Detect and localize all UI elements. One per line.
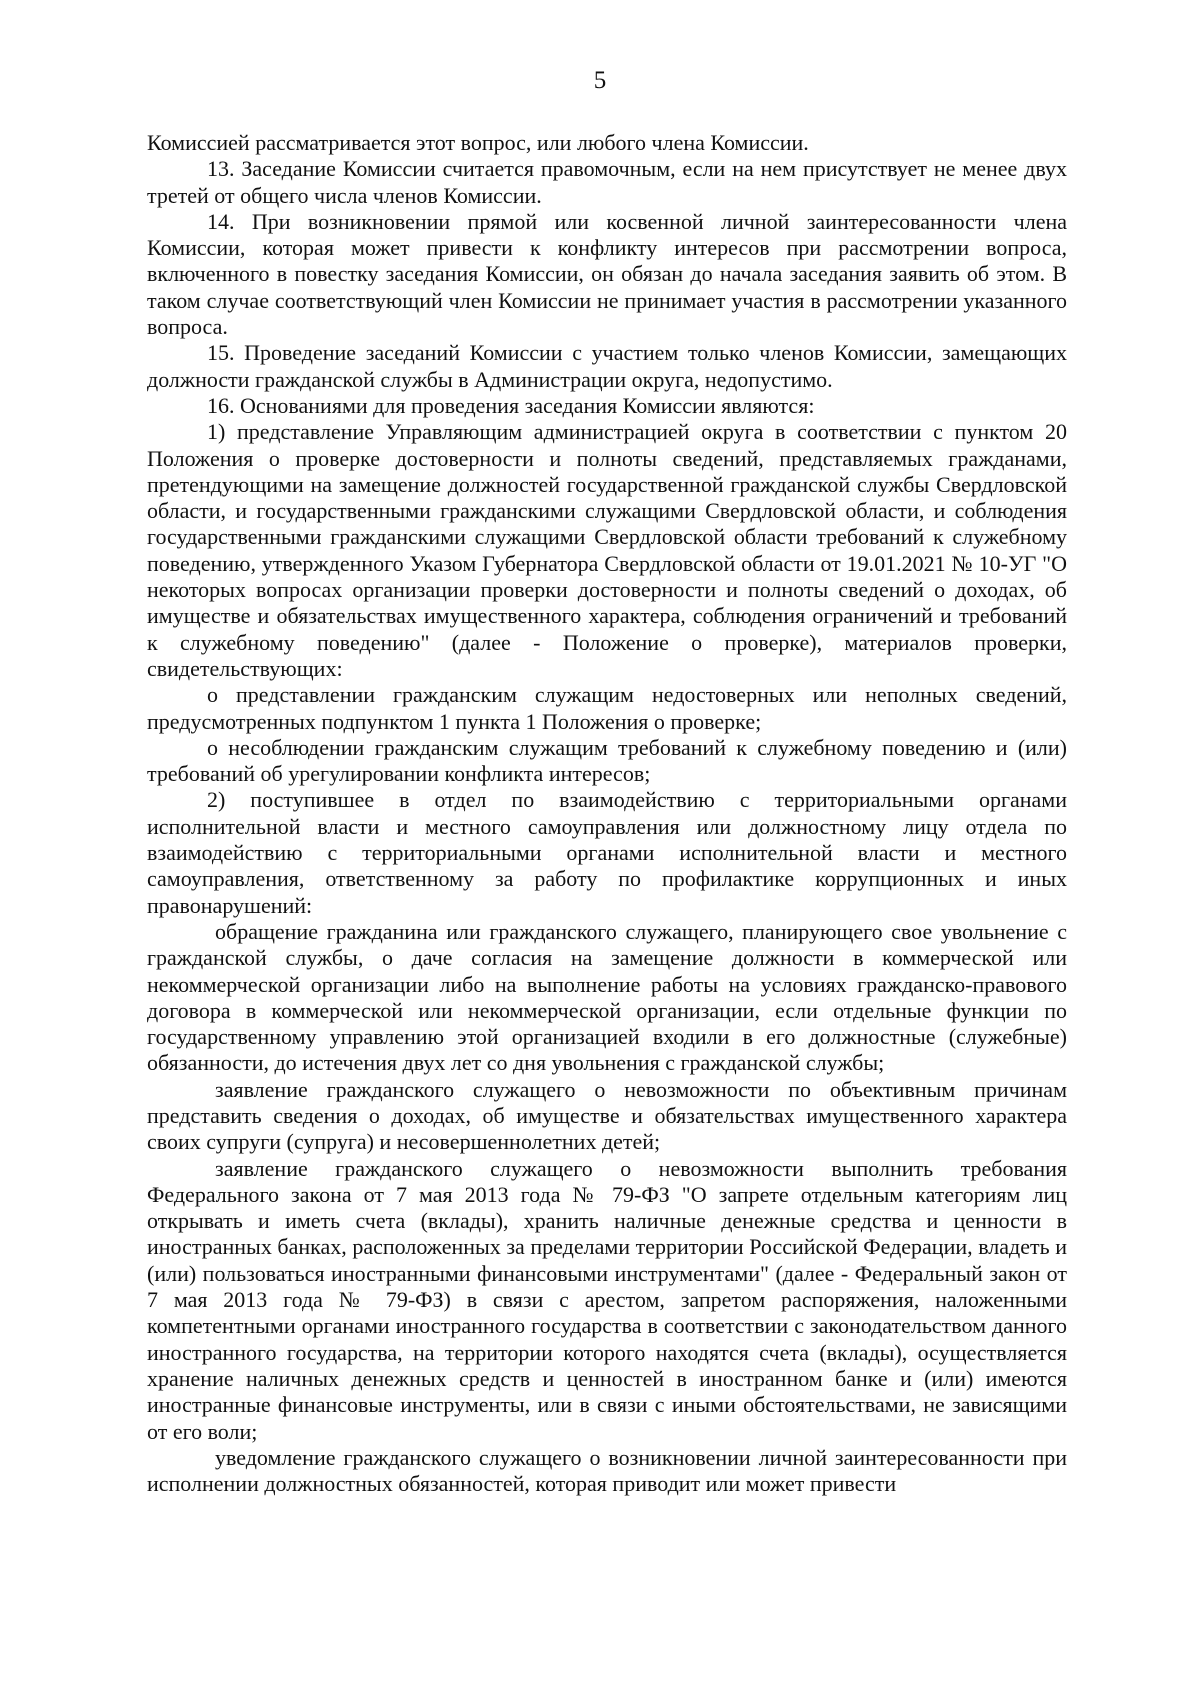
paragraph-13: 13. Заседание Комиссии считается правомочным, если на нем присутствует не менее двух третей от общего числа членов Комиссии. [147,156,1067,208]
paragraph-16-item-1: 1) представление Управляющим администрацией округа в соответствии с пунктом 20 Положения о проверке достоверности и полноты сведений, представляемых гражданами, претендующими на замещение должностей государственной гражданской службы Свердловской области, и государственными гражданскими служащими Свердловской области, и соблюдения государственными гражданскими служащими Свердловской области требований к служебному поведению, утвержденного Указом Губернатора Свердловской области от 19.01.2021 № 10-УГ "О некоторых вопросах организации проверки достоверности и полноты сведений о доходах, об имуществе и обязательствах имущественного характера, соблюдения ограничений и требований к служебному поведению" (далее - Положение о проверке), материалов проверки, свидетельствующих: [147,419,1067,681]
paragraph-16-item-2-c: заявление гражданского служащего о невозможности выполнить требования Федерального закона от 7 мая 2013 года № 79-ФЗ "О запрете отдельным категориям лиц открывать и иметь счета (вклады), хранить наличные денежные средства и ценности в иностранных банках, расположенных за пределами территории Российской Федерации, владеть и (или) пользоваться иностранными финансовыми инструментами" (далее - Федеральный закон от 7 мая 2013 года № 79-ФЗ) в связи с арестом, запретом распоряжения, наложенными компетентными органами иностранного государства в соответствии с законодательством данного иностранного государства, на территории которого находятся счета (вклады), осуществляется хранение наличных денежных средств и ценностей в иностранном банке и (или) имеются иностранные финансовые инструменты, или в связи с иными обстоятельствами, не зависящими от его воли; [147,1155,1067,1444]
document-body [147,130,1067,1497]
paragraph-16-item-2-b: заявление гражданского служащего о невозможности по объективным причинам представить сведения о доходах, об имуществе и обязательствах имущественного характера своих супруги (супруга) и несовершеннолетних детей; [147,1076,1067,1155]
paragraph-16-item-1-a: о представлении гражданским служащим недостоверных или неполных сведений, предусмотренных подпунктом 1 пункта 1 Положения о проверке; [147,682,1067,734]
paragraph-14: 14. При возникновении прямой или косвенной личной заинтересованности члена Комиссии, которая может привести к конфликту интересов при рассмотрении вопроса, включенного в повестку заседания Комиссии, он обязан до начала заседания заявить об этом. В таком случае соответствующий член Комиссии не принимает участия в рассмотрении указанного вопроса. [147,208,1067,340]
paragraph-continuation: Комиссией рассматривается этот вопрос, или любого члена Комиссии. [147,130,809,155]
paragraph-15: 15. Проведение заседаний Комиссии с участием только членов Комиссии, замещающих должности гражданской службы в Администрации округа, недопустимо. [147,340,1067,392]
paragraph-16-item-1-b: о несоблюдении гражданским служащим требований к служебному поведению и (или) требований об урегулировании конфликта интересов; [147,734,1067,787]
page-number: 5 [593,67,607,94]
paragraph-16-item-2-d: уведомление гражданского служащего о возникновении личной заинтересованности при исполнении должностных обязанностей, которая приводит или может привести [147,1444,1067,1497]
paragraph-16: 16. Основаниями для проведения заседания Комиссии являются: [207,392,815,418]
paragraph-16-item-2: 2) поступившее в отдел по взаимодействию с территориальными органами исполнительной власти и местного самоуправления или должностному лицу отдела по взаимодействию с территориальными органами исполнительной власти и местного самоуправления, ответственному за работу по профилактике коррупционных и иных правонарушений: [147,787,1067,918]
paragraph-16-item-2-a: обращение гражданина или гражданского служащего, планирующего свое увольнение с гражданской службы, о даче согласия на замещение должности в коммерческой или некоммерческой организации либо на выполнение работы на условиях гражданско-правового договора в коммерческой или некоммерческой организации, если отдельные функции по государственному управлению этой организацией входили в его должностные (служебные) обязанности, до истечения двух лет со дня увольнения с гражданской службы; [147,918,1067,1076]
